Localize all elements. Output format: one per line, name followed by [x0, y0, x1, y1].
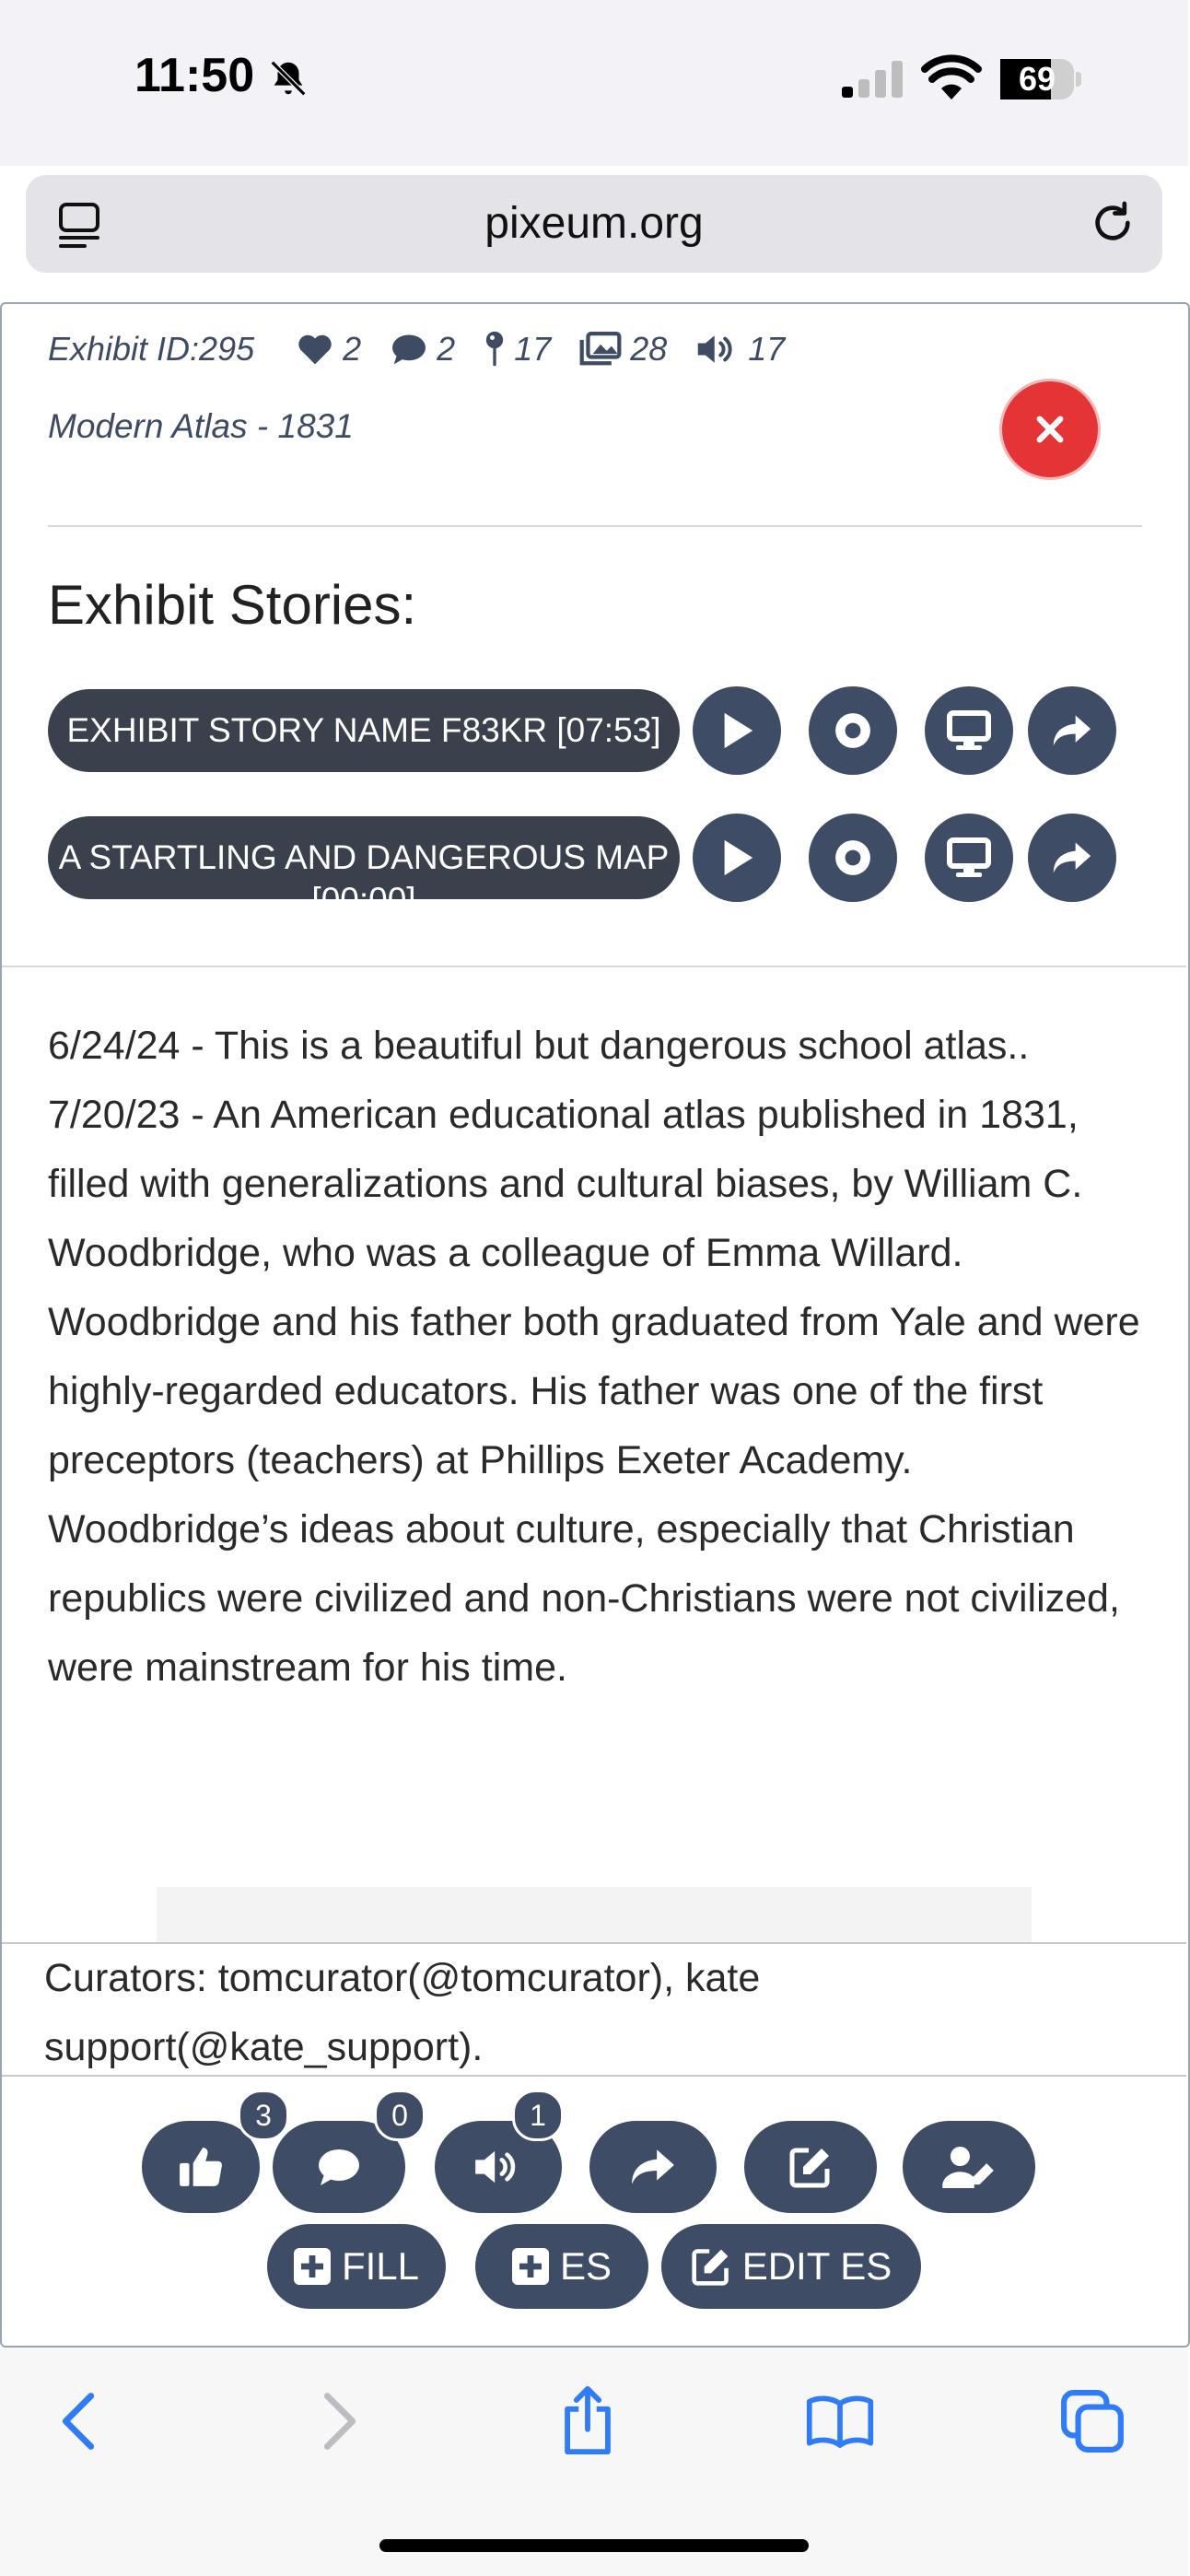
header-divider	[48, 525, 1142, 527]
like-button[interactable]	[142, 2121, 260, 2213]
fill-button[interactable]	[267, 2224, 446, 2309]
back-icon[interactable]	[57, 2392, 99, 2451]
audio-icon	[696, 333, 739, 366]
record-story-button[interactable]	[809, 686, 897, 775]
stories-divider	[2, 966, 1186, 967]
exhibit-description	[48, 1012, 1153, 1703]
user-edit-icon	[942, 2146, 996, 2188]
description-entry: 7/20/23 - An American educational atlas published in 1831, filled with generalizations and cultural biases, by William C. Woodbridge, who was a colleague of Emma Willard. Woodbridge and his father both graduated from Yale and were highly-regarded educators. His father was one of the first preceptors (teachers) at Phillips Exeter Academy. Woodbridge’s ideas about culture, especially that Christian republics were civilized and non-Christians were not civilized, were mainstream for his time.	[48, 1093, 1140, 1690]
images-count: 28	[630, 330, 668, 368]
play-story-button[interactable]	[693, 814, 781, 902]
share-icon	[1052, 713, 1092, 748]
status-time: 11:50	[134, 49, 255, 102]
play-icon	[718, 711, 755, 750]
comment-icon	[391, 333, 427, 366]
audio-count: 17	[748, 330, 786, 368]
url-text[interactable]: pixeum.org	[484, 199, 704, 248]
plus-square-icon	[294, 2248, 331, 2285]
play-icon	[718, 838, 755, 877]
story-name-button[interactable]: EXHIBIT STORY NAME F83KR [07:53]	[48, 689, 680, 772]
bell-slash-icon	[267, 57, 309, 100]
edit-icon	[691, 2246, 731, 2287]
heart-icon	[297, 333, 333, 366]
description-entry: 6/24/24 - This is a beautiful but dangerous school atlas..	[48, 1024, 1030, 1068]
signal-icon	[842, 61, 903, 98]
share-button[interactable]	[589, 2121, 717, 2213]
fill-label: FILL	[341, 2244, 420, 2288]
story-name-button[interactable]: A STARTLING AND DANGEROUS MAP [00:00]	[48, 816, 680, 899]
share-icon	[630, 2148, 676, 2186]
edit-icon	[788, 2145, 833, 2189]
tabs-icon[interactable]	[1059, 2388, 1126, 2454]
images-icon	[580, 332, 621, 367]
bookmarks-icon[interactable]	[805, 2392, 875, 2451]
comments-badge: 0	[374, 2090, 426, 2141]
exhibit-subtitle: Modern Atlas - 1831	[48, 407, 354, 445]
desktop-icon	[947, 710, 991, 751]
play-story-button[interactable]	[693, 686, 781, 775]
add-es-button[interactable]	[475, 2224, 648, 2309]
likes-count: 2	[343, 330, 362, 368]
edit-es-label: EDIT ES	[741, 2244, 892, 2288]
record-icon	[834, 711, 872, 750]
volume-icon	[473, 2148, 523, 2186]
thumbs-up-icon	[178, 2146, 224, 2188]
desktop-icon	[947, 837, 991, 878]
share-icon	[1052, 840, 1092, 875]
curators-bottom-divider	[2, 2075, 1186, 2077]
close-icon	[1035, 415, 1065, 444]
comments-count: 2	[437, 330, 456, 368]
stories-title: Exhibit Stories:	[48, 574, 417, 636]
es-label: ES	[559, 2244, 612, 2288]
edit-button[interactable]	[744, 2121, 877, 2213]
edit-es-button[interactable]	[661, 2224, 921, 2309]
pins-count: 17	[514, 330, 552, 368]
forward-icon[interactable]	[319, 2392, 361, 2451]
home-indicator	[379, 2539, 809, 2552]
comment-icon	[316, 2147, 362, 2187]
battery-icon	[1000, 59, 1074, 100]
present-story-button[interactable]	[925, 686, 1013, 775]
battery-level: 69	[1018, 60, 1056, 98]
reload-icon[interactable]	[1087, 197, 1138, 249]
exhibit-image-placeholder	[157, 1887, 1032, 1944]
manage-users-button[interactable]	[903, 2121, 1035, 2213]
audio-badge: 1	[512, 2090, 564, 2141]
exhibit-meta	[48, 330, 805, 369]
present-story-button[interactable]	[925, 814, 1013, 902]
close-button[interactable]	[1002, 381, 1098, 477]
likes-badge: 3	[238, 2090, 289, 2141]
exhibit-id: Exhibit ID:295	[48, 330, 255, 368]
share-story-button[interactable]	[1028, 686, 1116, 775]
share-sheet-icon[interactable]	[558, 2384, 617, 2456]
record-story-button[interactable]	[809, 814, 897, 902]
wifi-icon	[923, 57, 980, 100]
battery-tip	[1076, 72, 1081, 87]
curators-text: Curators: tomcurator(@tomcurator), kate support(@kate_support).	[44, 1956, 761, 2069]
share-story-button[interactable]	[1028, 814, 1116, 902]
pin-icon	[484, 331, 505, 368]
plus-square-icon	[512, 2248, 549, 2285]
record-icon	[834, 838, 872, 877]
